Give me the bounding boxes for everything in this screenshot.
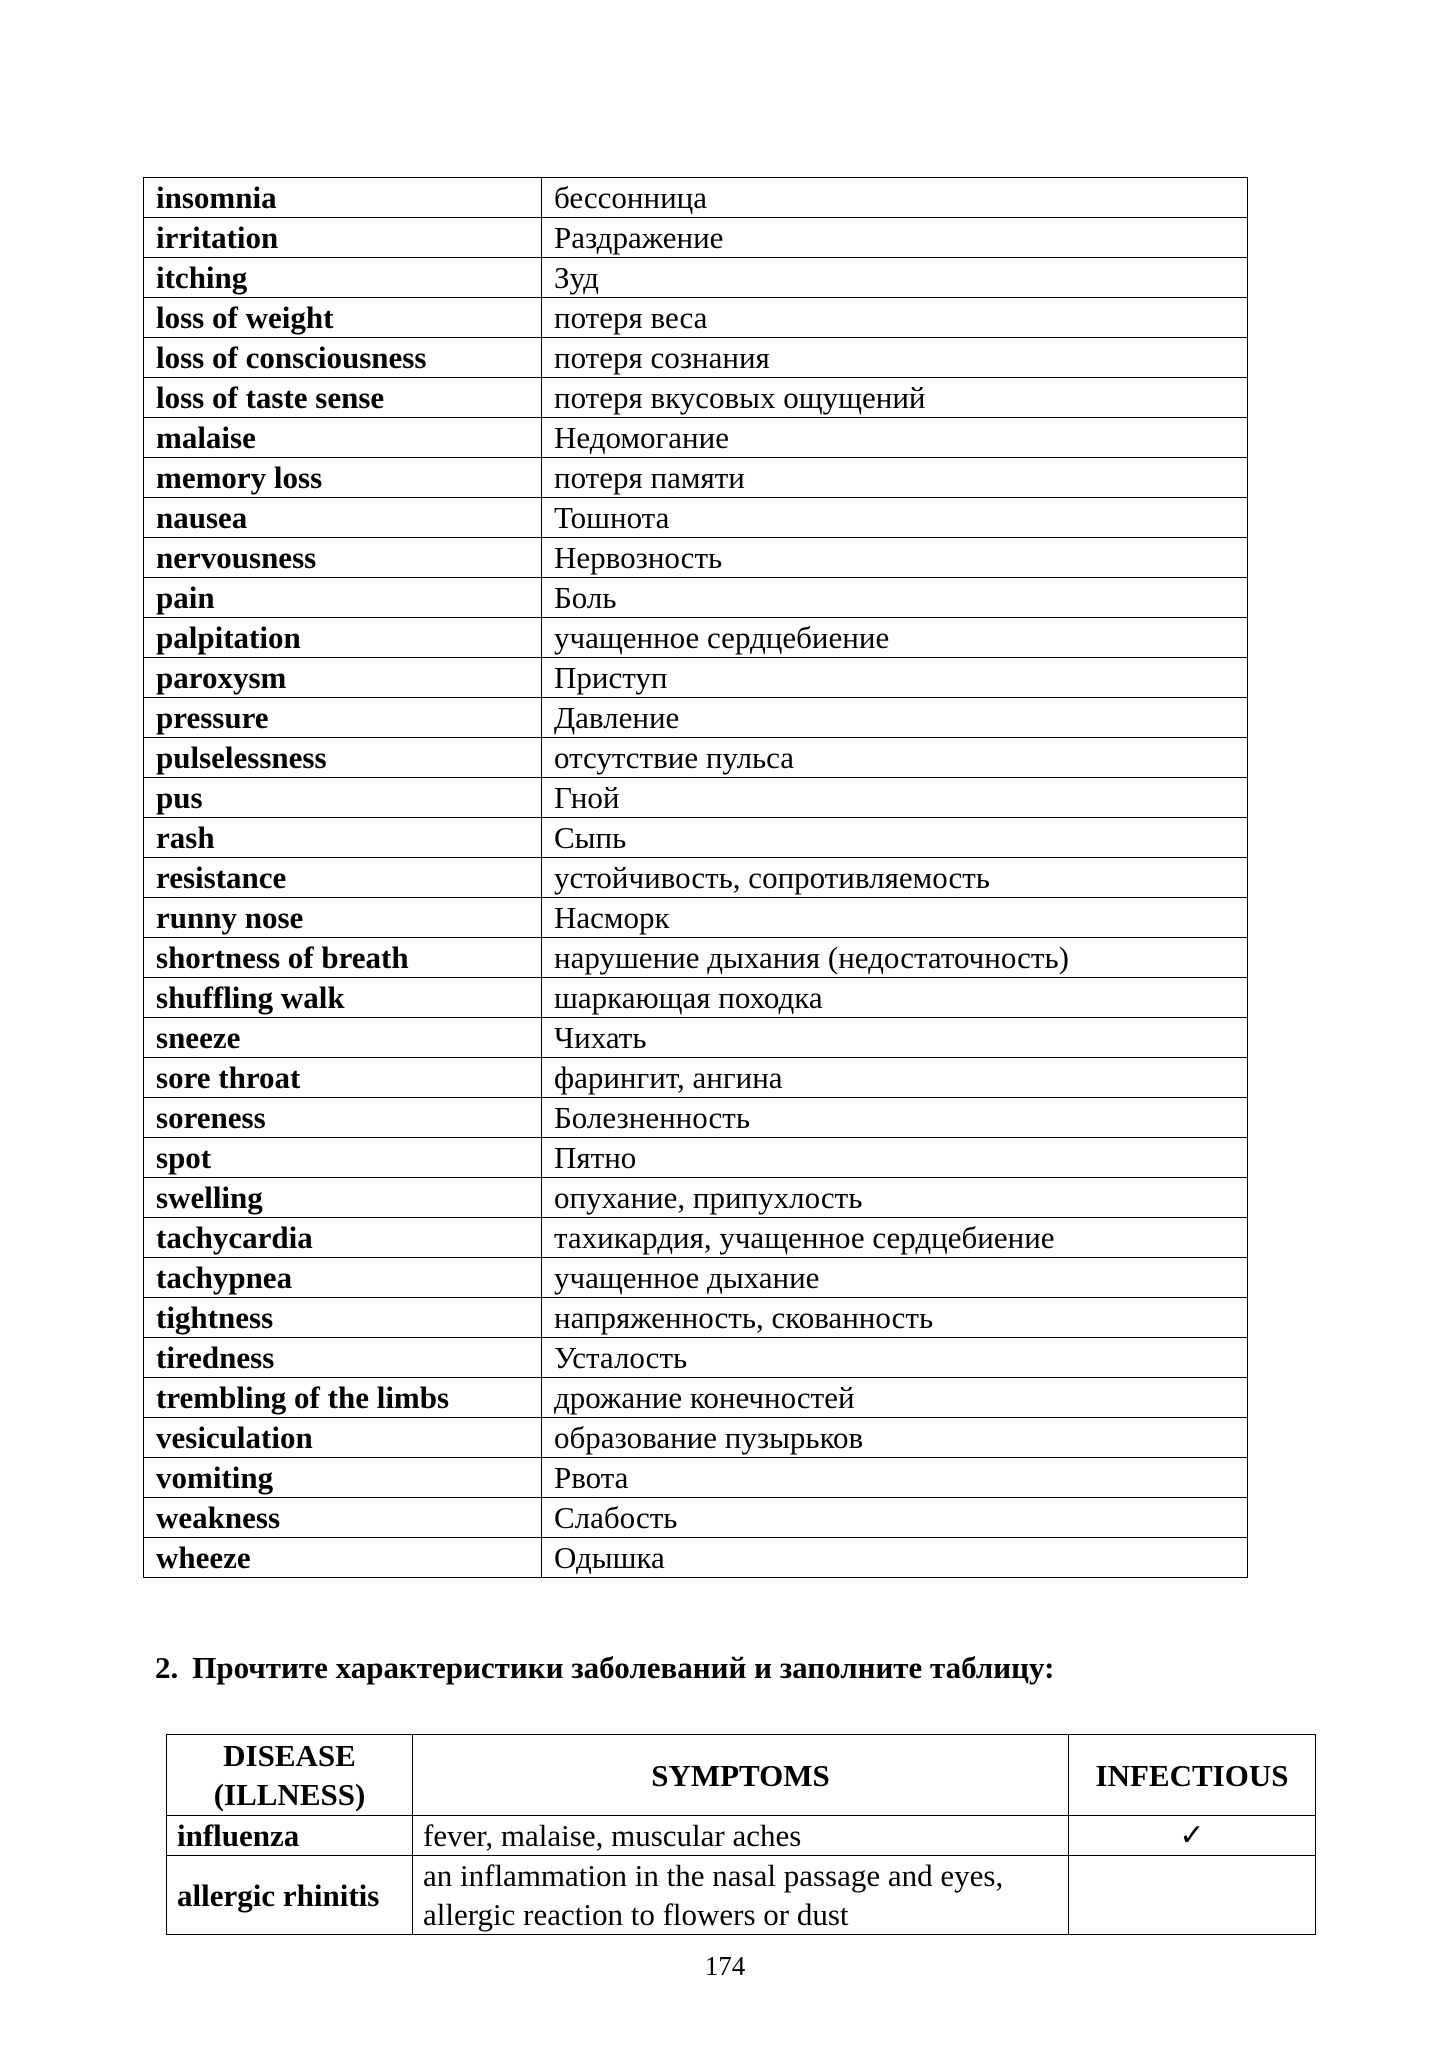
vocab-term: pulselessness	[144, 738, 542, 778]
vocab-row	[144, 778, 1248, 818]
vocab-term: paroxysm	[144, 658, 542, 698]
vocab-translation: устойчивость, сопротивляемость	[542, 858, 1248, 898]
disease-row	[167, 1816, 1316, 1856]
vocab-row	[144, 618, 1248, 658]
vocab-row	[144, 218, 1248, 258]
vocab-translation: Чихать	[542, 1018, 1248, 1058]
vocab-translation: Давление	[542, 698, 1248, 738]
vocab-term: spot	[144, 1138, 542, 1178]
vocab-term: irritation	[144, 218, 542, 258]
vocab-translation: Пятно	[542, 1138, 1248, 1178]
disease-table	[166, 1734, 1316, 1935]
vocab-term: nausea	[144, 498, 542, 538]
vocab-row	[144, 1538, 1248, 1578]
vocab-row	[144, 178, 1248, 218]
vocab-row	[144, 458, 1248, 498]
vocab-row	[144, 1378, 1248, 1418]
checkmark-icon: ✓	[1069, 1816, 1316, 1856]
vocab-translation: Боль	[542, 578, 1248, 618]
vocab-term: vomiting	[144, 1458, 542, 1498]
disease-symptoms: fever, malaise, muscular aches	[413, 1816, 1069, 1856]
vocab-term: rash	[144, 818, 542, 858]
header-symptoms: SYMPTOMS	[413, 1735, 1069, 1816]
vocab-translation: Усталость	[542, 1338, 1248, 1378]
vocab-term: swelling	[144, 1178, 542, 1218]
vocab-term: itching	[144, 258, 542, 298]
vocab-translation: Зуд	[542, 258, 1248, 298]
vocab-translation: потеря памяти	[542, 458, 1248, 498]
vocab-term: vesiculation	[144, 1418, 542, 1458]
page-number: 174	[704, 1951, 746, 1981]
vocab-translation: напряженность, скованность	[542, 1298, 1248, 1338]
vocab-row	[144, 1178, 1248, 1218]
vocab-translation: потеря сознания	[542, 338, 1248, 378]
vocab-row	[144, 1098, 1248, 1138]
vocab-term: resistance	[144, 858, 542, 898]
vocab-row	[144, 978, 1248, 1018]
vocab-term: wheeze	[144, 1538, 542, 1578]
vocab-term: memory loss	[144, 458, 542, 498]
vocab-translation: потеря вкусовых ощущений	[542, 378, 1248, 418]
header-infectious: INFECTIOUS	[1069, 1735, 1316, 1816]
task-heading	[155, 1650, 1054, 1686]
vocab-row	[144, 1338, 1248, 1378]
vocab-translation: бессонница	[542, 178, 1248, 218]
vocab-row	[144, 338, 1248, 378]
vocab-translation: Одышка	[542, 1538, 1248, 1578]
vocab-row	[144, 298, 1248, 338]
disease-name: allergic rhinitis	[167, 1856, 413, 1935]
vocab-row	[144, 858, 1248, 898]
vocab-term: runny nose	[144, 898, 542, 938]
vocab-term: soreness	[144, 1098, 542, 1138]
vocab-row	[144, 1498, 1248, 1538]
vocab-row	[144, 418, 1248, 458]
vocab-translation: Болезненность	[542, 1098, 1248, 1138]
vocab-translation: Гной	[542, 778, 1248, 818]
vocab-row	[144, 898, 1248, 938]
disease-table-header-row	[167, 1735, 1316, 1816]
vocab-row	[144, 738, 1248, 778]
vocab-term: tightness	[144, 1298, 542, 1338]
vocab-row	[144, 1218, 1248, 1258]
vocab-term: sneeze	[144, 1018, 542, 1058]
vocab-row	[144, 498, 1248, 538]
vocab-term: shuffling walk	[144, 978, 542, 1018]
infectious-cell	[1069, 1856, 1316, 1935]
vocab-row	[144, 818, 1248, 858]
header-disease: DISEASE (ILLNESS)	[167, 1735, 413, 1816]
vocab-row	[144, 1058, 1248, 1098]
vocabulary-table-body	[144, 178, 1248, 1578]
vocab-row	[144, 1298, 1248, 1338]
vocab-term: weakness	[144, 1498, 542, 1538]
vocab-translation: учащенное дыхание	[542, 1258, 1248, 1298]
vocab-term: insomnia	[144, 178, 542, 218]
vocab-translation: образование пузырьков	[542, 1418, 1248, 1458]
vocab-translation: опухание, припухлость	[542, 1178, 1248, 1218]
vocab-translation: Приступ	[542, 658, 1248, 698]
vocab-translation: Сыпь	[542, 818, 1248, 858]
vocab-term: loss of consciousness	[144, 338, 542, 378]
vocab-term: tiredness	[144, 1338, 542, 1378]
vocabulary-table	[143, 177, 1248, 1578]
task-text: Прочтите характеристики заболеваний и заполните таблицу:	[192, 1650, 1055, 1685]
vocab-term: tachypnea	[144, 1258, 542, 1298]
vocab-row	[144, 1418, 1248, 1458]
vocab-term: pressure	[144, 698, 542, 738]
vocab-row	[144, 698, 1248, 738]
vocab-term: pus	[144, 778, 542, 818]
vocab-translation: Слабость	[542, 1498, 1248, 1538]
vocab-row	[144, 1138, 1248, 1178]
vocab-term: nervousness	[144, 538, 542, 578]
vocab-term: shortness of breath	[144, 938, 542, 978]
vocab-translation: дрожание конечностей	[542, 1378, 1248, 1418]
vocab-term: loss of weight	[144, 298, 542, 338]
vocab-translation: Насморк	[542, 898, 1248, 938]
vocab-translation: шаркающая походка	[542, 978, 1248, 1018]
vocab-row	[144, 1258, 1248, 1298]
vocab-row	[144, 938, 1248, 978]
vocab-translation: Тошнота	[542, 498, 1248, 538]
vocab-translation: Раздражение	[542, 218, 1248, 258]
vocab-row	[144, 538, 1248, 578]
vocab-term: trembling of the limbs	[144, 1378, 542, 1418]
vocab-translation: Рвота	[542, 1458, 1248, 1498]
vocab-translation: отсутствие пульса	[542, 738, 1248, 778]
disease-row	[167, 1856, 1316, 1935]
vocab-term: loss of taste sense	[144, 378, 542, 418]
vocab-row	[144, 1018, 1248, 1058]
vocab-term: malaise	[144, 418, 542, 458]
disease-symptoms: an inflammation in the nasal passage and eyes, allergic reaction to flowers or dust	[413, 1856, 1069, 1935]
task-number: 2.	[155, 1650, 179, 1685]
vocab-term: sore throat	[144, 1058, 542, 1098]
vocab-translation: тахикардия, учащенное сердцебиение	[542, 1218, 1248, 1258]
vocab-translation: Недомогание	[542, 418, 1248, 458]
vocab-term: pain	[144, 578, 542, 618]
vocab-row	[144, 658, 1248, 698]
vocab-term: palpitation	[144, 618, 542, 658]
vocab-row	[144, 578, 1248, 618]
disease-name: influenza	[167, 1816, 413, 1856]
vocab-translation: Нервозность	[542, 538, 1248, 578]
vocab-row	[144, 258, 1248, 298]
vocab-translation: нарушение дыхания (недостаточность)	[542, 938, 1248, 978]
vocab-translation: учащенное сердцебиение	[542, 618, 1248, 658]
vocab-translation: потеря веса	[542, 298, 1248, 338]
vocab-row	[144, 378, 1248, 418]
vocab-term: tachycardia	[144, 1218, 542, 1258]
vocab-translation: фарингит, ангина	[542, 1058, 1248, 1098]
vocab-row	[144, 1458, 1248, 1498]
